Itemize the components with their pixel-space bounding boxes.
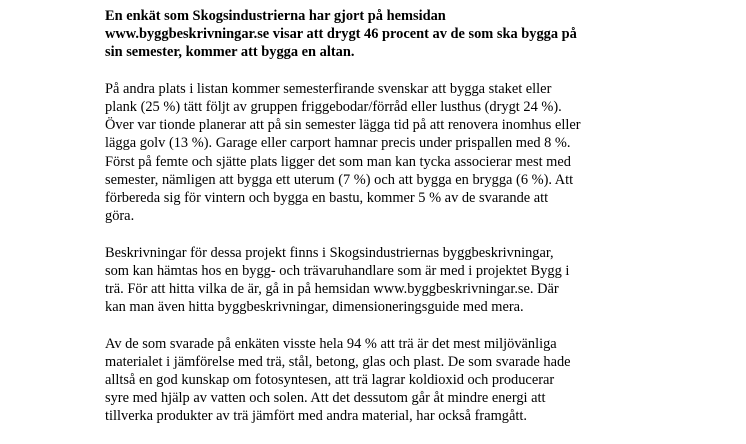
document-page [105, 7, 625, 444]
body-paragraph-3: Av de som svarade på enkäten visste hela 94 % att trä är det mest miljövänliga materialet i jämförelse med trä, stål, betong, glas och plast. De som svarade hade alltså en god kunskap om fotosyntesen, att trä lagrar koldioxid och producerar syre med hjälp av vatten och solen. Att det dessutom går åt mindre energi att tillverka produkter av trä jämfört med andra material, har också framgått. [105, 335, 571, 425]
body-paragraph-1: På andra plats i listan kommer semesterfirande svenskar att bygga staket eller plank (25 %) tätt följt av gruppen friggebodar/förråd eller lusthus (drygt 24 %). Över var tionde planerar att på sin semester lägga tid på att renovera inomhus eller lägga golv (13 %). Garage eller carport hamnar precis under prispallen med 8 %. Först på femte och sjätte plats ligger det som man kan tycka associerar mest med semester, nämligen att bygga ett uterum (7 %) och att bygga en brygga (6 %). Att förbereda sig för vintern och bygga en bastu, kommer 5 % av de svarande att göra. [105, 80, 581, 225]
lead-paragraph: En enkät som Skogsindustrierna har gjort på hemsidan www.byggbeskrivningar.se visar att drygt 46 procent av de som ska bygga på sin semester, kommer att bygga en altan. [105, 8, 577, 61]
body-paragraph-2: Beskrivningar för dessa projekt finns i Skogsindustriernas byggbeskrivningar, som kan hämtas hos en bygg- och trävaruhandlare som är med i projektet Bygg i trä. För att hitta vilka de är, gå in på hemsidan www.byggbeskrivningar.se. Där kan man även hitta byggbeskrivningar, dimensioneringsguide med mera. [105, 244, 570, 316]
